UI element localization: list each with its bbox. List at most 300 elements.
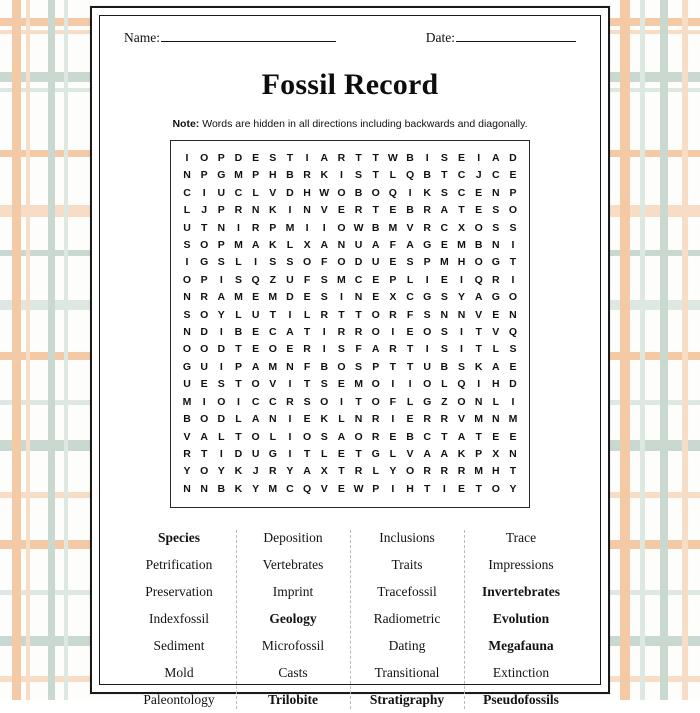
grid-letter: I <box>197 394 211 411</box>
grid-letter: L <box>386 167 400 184</box>
word-list-item[interactable]: Traits <box>350 551 464 578</box>
grid-letter: M <box>231 167 245 184</box>
grid-letter: P <box>420 254 434 271</box>
grid-letter: I <box>180 254 194 271</box>
grid-letter: I <box>334 167 348 184</box>
grid-letter: Q <box>249 272 263 289</box>
grid-letter: T <box>472 481 486 498</box>
grid-row <box>178 307 522 324</box>
grid-letter: V <box>180 429 194 446</box>
grid-letter: S <box>266 150 280 167</box>
grid-letter: E <box>334 376 348 393</box>
grid-letter: I <box>437 481 451 498</box>
grid-letter: A <box>249 237 263 254</box>
grid-letter: T <box>403 341 417 358</box>
grid-letter: T <box>420 481 434 498</box>
grid-letter: B <box>352 185 366 202</box>
grid-letter: S <box>180 237 194 254</box>
grid-letter: I <box>386 411 400 428</box>
page-title: Fossil Record <box>118 68 582 102</box>
word-search-grid[interactable] <box>170 140 530 508</box>
grid-letter: A <box>369 237 383 254</box>
grid-letter: L <box>231 411 245 428</box>
grid-letter: S <box>455 359 469 376</box>
grid-letter: O <box>369 376 383 393</box>
grid-letter: O <box>334 185 348 202</box>
grid-letter: A <box>283 324 297 341</box>
grid-row <box>178 289 522 306</box>
grid-letter: N <box>506 307 520 324</box>
grid-letter: U <box>420 359 434 376</box>
grid-letter: V <box>266 185 280 202</box>
grid-letter: V <box>472 307 486 324</box>
grid-letter: L <box>489 394 503 411</box>
grid-letter: B <box>231 324 245 341</box>
grid-letter: I <box>283 202 297 219</box>
grid-letter: G <box>420 237 434 254</box>
grid-letter: P <box>472 446 486 463</box>
grid-letter: M <box>386 220 400 237</box>
grid-letter: V <box>317 481 331 498</box>
grid-letter: T <box>369 150 383 167</box>
grid-letter: T <box>300 446 314 463</box>
grid-letter: G <box>489 254 503 271</box>
grid-letter: P <box>214 237 228 254</box>
grid-letter: O <box>334 220 348 237</box>
grid-letter: O <box>420 376 434 393</box>
grid-row <box>178 254 522 271</box>
grid-letter: E <box>369 272 383 289</box>
grid-letter: N <box>352 411 366 428</box>
grid-letter: D <box>506 376 520 393</box>
word-list-item[interactable]: Imprint <box>236 578 350 605</box>
grid-letter: L <box>489 341 503 358</box>
grid-letter: R <box>369 429 383 446</box>
grid-letter: I <box>386 481 400 498</box>
note-text: Words are hidden in all directions including backwards and diagonally. <box>199 118 527 130</box>
grid-letter: F <box>386 394 400 411</box>
grid-row <box>178 272 522 289</box>
grid-letter: C <box>352 272 366 289</box>
grid-letter: F <box>403 307 417 324</box>
grid-row <box>178 429 522 446</box>
grid-letter: K <box>455 446 469 463</box>
grid-letter: A <box>249 359 263 376</box>
word-list-item[interactable]: Paleontology <box>122 686 236 713</box>
grid-letter: I <box>403 185 417 202</box>
grid-letter: E <box>334 446 348 463</box>
grid-letter: L <box>334 411 348 428</box>
grid-letter: T <box>369 202 383 219</box>
grid-letter: C <box>180 185 194 202</box>
grid-letter: R <box>197 289 211 306</box>
word-column <box>464 524 578 713</box>
grid-letter: I <box>300 220 314 237</box>
grid-letter: O <box>369 307 383 324</box>
grid-letter: T <box>197 220 211 237</box>
grid-letter: L <box>266 429 280 446</box>
grid-letter: G <box>266 446 280 463</box>
grid-letter: S <box>317 272 331 289</box>
grid-letter: E <box>472 185 486 202</box>
grid-letter: I <box>283 446 297 463</box>
grid-letter: N <box>266 411 280 428</box>
grid-letter: K <box>317 167 331 184</box>
grid-letter: N <box>249 202 263 219</box>
grid-letter: J <box>197 202 211 219</box>
grid-letter: C <box>403 289 417 306</box>
grid-letter: M <box>283 220 297 237</box>
grid-letter: S <box>437 341 451 358</box>
grid-letter: P <box>214 150 228 167</box>
grid-letter: O <box>420 324 434 341</box>
grid-letter: R <box>352 463 366 480</box>
grid-row <box>178 359 522 376</box>
word-column <box>350 524 464 713</box>
grid-letter: O <box>455 394 469 411</box>
grid-letter: D <box>283 185 297 202</box>
grid-letter: K <box>231 481 245 498</box>
grid-letter: O <box>369 394 383 411</box>
grid-letter: T <box>472 324 486 341</box>
grid-letter: E <box>249 150 263 167</box>
grid-letter: N <box>334 237 348 254</box>
grid-letter: O <box>249 429 263 446</box>
grid-letter: P <box>197 272 211 289</box>
grid-letter: A <box>489 150 503 167</box>
grid-letter: S <box>420 307 434 324</box>
grid-letter: R <box>420 411 434 428</box>
instructions-note <box>118 118 582 130</box>
grid-letter: I <box>214 446 228 463</box>
word-list-item[interactable]: Evolution <box>464 605 578 632</box>
grid-letter: R <box>386 341 400 358</box>
grid-letter: V <box>317 202 331 219</box>
grid-letter: R <box>231 202 245 219</box>
grid-letter: P <box>506 185 520 202</box>
grid-letter: T <box>369 167 383 184</box>
grid-letter: N <box>506 446 520 463</box>
grid-letter: E <box>283 341 297 358</box>
grid-letter: A <box>489 359 503 376</box>
grid-letter: C <box>455 185 469 202</box>
grid-letter: I <box>420 341 434 358</box>
grid-letter: P <box>386 272 400 289</box>
grid-letter: T <box>300 324 314 341</box>
grid-letter: B <box>283 167 297 184</box>
grid-letter: O <box>180 341 194 358</box>
grid-letter: N <box>180 167 194 184</box>
grid-letter: I <box>334 394 348 411</box>
word-list-item[interactable]: Geology <box>236 605 350 632</box>
grid-letter: O <box>472 220 486 237</box>
grid-letter: M <box>437 254 451 271</box>
grid-letter: B <box>403 150 417 167</box>
word-list-item[interactable]: Trilobite <box>236 686 350 713</box>
grid-letter: S <box>283 254 297 271</box>
grid-letter: G <box>420 289 434 306</box>
grid-letter: S <box>334 341 348 358</box>
grid-letter: T <box>334 307 348 324</box>
grid-row <box>178 150 522 167</box>
grid-letter: T <box>300 376 314 393</box>
grid-letter: S <box>214 254 228 271</box>
word-list-item[interactable]: Megafauna <box>464 632 578 659</box>
grid-row <box>178 411 522 428</box>
word-list-item[interactable]: Dating <box>350 632 464 659</box>
grid-letter: O <box>334 254 348 271</box>
grid-letter: S <box>437 324 451 341</box>
grid-letter: A <box>197 429 211 446</box>
grid-letter: L <box>369 463 383 480</box>
date-field[interactable] <box>426 30 576 46</box>
grid-letter: I <box>317 324 331 341</box>
grid-letter: O <box>197 463 211 480</box>
word-list-item[interactable]: Invertebrates <box>464 578 578 605</box>
grid-letter: E <box>506 429 520 446</box>
grid-letter: L <box>231 254 245 271</box>
grid-letter: P <box>249 167 263 184</box>
grid-letter: A <box>420 446 434 463</box>
grid-letter: Q <box>403 167 417 184</box>
grid-letter: M <box>266 481 280 498</box>
grid-letter: K <box>231 463 245 480</box>
grid-letter: T <box>352 150 366 167</box>
grid-letter: T <box>437 429 451 446</box>
word-list-item[interactable]: Species <box>122 524 236 551</box>
grid-row <box>178 220 522 237</box>
word-list-item[interactable]: Mold <box>122 659 236 686</box>
grid-letter: O <box>472 254 486 271</box>
grid-letter: Y <box>506 481 520 498</box>
grid-letter: T <box>352 307 366 324</box>
grid-letter: C <box>489 167 503 184</box>
grid-letter: E <box>437 237 451 254</box>
word-list-item[interactable]: Petrification <box>122 551 236 578</box>
word-list-item[interactable]: Preservation <box>122 578 236 605</box>
grid-letter: C <box>420 429 434 446</box>
grid-letter: P <box>231 359 245 376</box>
grid-letter: Y <box>283 463 297 480</box>
grid-letter: E <box>437 272 451 289</box>
grid-letter: D <box>197 324 211 341</box>
grid-letter: U <box>249 307 263 324</box>
grid-letter: U <box>214 185 228 202</box>
grid-letter: M <box>455 237 469 254</box>
grid-letter: T <box>231 341 245 358</box>
grid-letter: H <box>455 254 469 271</box>
word-list-item[interactable]: Vertebrates <box>236 551 350 578</box>
grid-letter: B <box>403 429 417 446</box>
grid-letter: H <box>489 376 503 393</box>
grid-letter: N <box>489 237 503 254</box>
grid-letter: C <box>283 481 297 498</box>
grid-letter: B <box>437 359 451 376</box>
grid-letter: O <box>506 202 520 219</box>
grid-letter: O <box>317 394 331 411</box>
name-write-line[interactable] <box>161 41 336 42</box>
grid-letter: V <box>403 446 417 463</box>
grid-letter: T <box>352 446 366 463</box>
grid-letter: M <box>231 289 245 306</box>
grid-letter: R <box>352 324 366 341</box>
grid-letter: C <box>266 394 280 411</box>
grid-letter: T <box>472 341 486 358</box>
grid-row <box>178 394 522 411</box>
worksheet-header <box>118 30 582 46</box>
grid-letter: U <box>180 220 194 237</box>
grid-letter: O <box>489 481 503 498</box>
grid-letter: G <box>214 167 228 184</box>
word-list-item[interactable]: Deposition <box>236 524 350 551</box>
grid-letter: I <box>231 220 245 237</box>
grid-letter: G <box>489 289 503 306</box>
grid-letter: V <box>489 324 503 341</box>
grid-letter: I <box>317 220 331 237</box>
grid-letter: F <box>352 341 366 358</box>
grid-letter: N <box>197 481 211 498</box>
grid-row <box>178 185 522 202</box>
grid-letter: I <box>455 341 469 358</box>
grid-letter: V <box>266 376 280 393</box>
grid-letter: C <box>455 167 469 184</box>
word-list-item[interactable]: Inclusions <box>350 524 464 551</box>
grid-letter: W <box>317 185 331 202</box>
grid-letter: R <box>180 446 194 463</box>
word-list-item[interactable]: Sediment <box>122 632 236 659</box>
grid-letter: Y <box>214 307 228 324</box>
word-list-item[interactable]: Trace <box>464 524 578 551</box>
grid-letter: N <box>300 202 314 219</box>
grid-letter: S <box>352 167 366 184</box>
word-list-item[interactable]: Impressions <box>464 551 578 578</box>
word-list-item[interactable]: Extinction <box>464 659 578 686</box>
grid-letter: Y <box>249 481 263 498</box>
word-list-item[interactable]: Microfossil <box>236 632 350 659</box>
grid-letter: D <box>283 289 297 306</box>
grid-letter: B <box>180 411 194 428</box>
grid-letter: P <box>214 202 228 219</box>
grid-letter: I <box>420 150 434 167</box>
grid-letter: G <box>180 359 194 376</box>
grid-letter: O <box>352 429 366 446</box>
grid-letter: I <box>420 272 434 289</box>
grid-letter: R <box>283 394 297 411</box>
grid-letter: E <box>489 307 503 324</box>
grid-letter: E <box>403 324 417 341</box>
grid-letter: L <box>249 185 263 202</box>
grid-letter: A <box>403 237 417 254</box>
grid-letter: D <box>231 150 245 167</box>
grid-letter: O <box>369 324 383 341</box>
grid-row <box>178 202 522 219</box>
grid-letter: R <box>437 411 451 428</box>
grid-letter: K <box>266 237 280 254</box>
grid-letter: E <box>455 150 469 167</box>
grid-letter: M <box>231 237 245 254</box>
note-prefix: Note: <box>172 118 199 130</box>
grid-letter: D <box>506 150 520 167</box>
word-list-item[interactable]: Transitional <box>350 659 464 686</box>
grid-letter: E <box>386 254 400 271</box>
grid-letter: Y <box>214 463 228 480</box>
grid-row <box>178 463 522 480</box>
grid-letter: F <box>300 272 314 289</box>
grid-letter: S <box>266 254 280 271</box>
grid-letter: O <box>334 359 348 376</box>
word-list-item[interactable]: Indexfossil <box>122 605 236 632</box>
word-list-item[interactable]: Radiometric <box>350 605 464 632</box>
grid-letter: O <box>197 307 211 324</box>
grid-letter: I <box>386 324 400 341</box>
grid-letter: X <box>455 220 469 237</box>
grid-row <box>178 324 522 341</box>
grid-letter: E <box>386 429 400 446</box>
grid-letter: I <box>283 411 297 428</box>
grid-letter: I <box>197 185 211 202</box>
grid-letter: I <box>300 150 314 167</box>
grid-letter: Y <box>455 289 469 306</box>
grid-letter: E <box>506 167 520 184</box>
grid-letter: E <box>334 481 348 498</box>
grid-letter: D <box>352 254 366 271</box>
grid-letter: L <box>403 272 417 289</box>
grid-letter: K <box>317 411 331 428</box>
grid-letter: U <box>283 272 297 289</box>
grid-letter: O <box>197 411 211 428</box>
grid-letter: I <box>386 376 400 393</box>
word-list <box>118 524 582 713</box>
grid-letter: E <box>489 429 503 446</box>
grid-letter: I <box>455 272 469 289</box>
grid-letter: S <box>489 202 503 219</box>
grid-letter: I <box>403 376 417 393</box>
grid-letter: S <box>403 254 417 271</box>
word-list-item[interactable]: Casts <box>236 659 350 686</box>
grid-letter: I <box>506 394 520 411</box>
grid-letter: S <box>317 376 331 393</box>
grid-letter: I <box>472 376 486 393</box>
grid-letter: S <box>231 272 245 289</box>
grid-letter: K <box>266 202 280 219</box>
grid-letter: E <box>300 411 314 428</box>
grid-letter: S <box>437 185 451 202</box>
grid-letter: N <box>472 394 486 411</box>
grid-letter: S <box>317 289 331 306</box>
grid-letter: I <box>472 150 486 167</box>
grid-letter: O <box>506 289 520 306</box>
word-list-item[interactable]: Stratigraphy <box>350 686 464 713</box>
grid-letter: L <box>180 202 194 219</box>
grid-letter: T <box>437 167 451 184</box>
grid-letter: F <box>386 237 400 254</box>
date-write-line[interactable] <box>456 41 576 42</box>
grid-letter: Q <box>472 272 486 289</box>
grid-letter: A <box>455 429 469 446</box>
grid-letter: E <box>506 359 520 376</box>
grid-letter: M <box>506 411 520 428</box>
grid-letter: R <box>455 463 469 480</box>
word-list-item[interactable]: Tracefossil <box>350 578 464 605</box>
grid-letter: O <box>197 150 211 167</box>
grid-letter: N <box>180 481 194 498</box>
word-list-item[interactable]: Pseudofossils <box>464 686 578 713</box>
grid-letter: I <box>317 341 331 358</box>
grid-letter: R <box>334 324 348 341</box>
grid-letter: M <box>266 289 280 306</box>
grid-letter: A <box>317 237 331 254</box>
name-field[interactable] <box>124 30 336 46</box>
